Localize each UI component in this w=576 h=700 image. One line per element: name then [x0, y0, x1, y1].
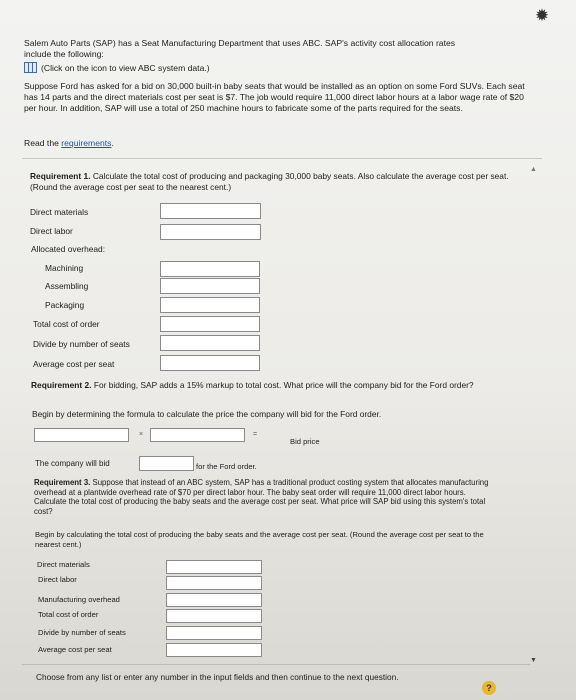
equals-sign: = [253, 431, 258, 438]
company-bid-input[interactable] [139, 456, 194, 471]
req1-input-direct-labor[interactable] [160, 224, 261, 240]
intro-line-2: include the following: [24, 49, 104, 59]
req1-label-direct-materials: Direct materials [30, 207, 89, 217]
scenario-text: Suppose Ford has asked for a bid on 30,000 built-in baby seats that would be installed as an option on some Ford SUVs. Each seat has 14 parts and the direct materials cost per seat is $7. The job would require 11,000 direct labor hours at a labor wage rate of $20 per hour. In addition, SAP will use a total of 250 machine hours to fabricate some of the parts required for the seats. [24, 81, 525, 113]
divider [22, 158, 542, 159]
intro-line-1: Salem Auto Parts (SAP) has a Seat Manufacturing Department that uses ABC. SAP's activity cost allocation rates [24, 38, 456, 48]
req1-label-divide: Divide by number of seats [33, 339, 130, 349]
req1-input-packaging[interactable] [160, 297, 260, 313]
req3-input-total[interactable] [166, 609, 262, 623]
req3-label-direct-labor: Direct labor [38, 575, 77, 584]
req3-label-mfg-overhead: Manufacturing overhead [38, 595, 120, 604]
abc-data-link[interactable] [24, 62, 210, 73]
req3-label-total: Total cost of order [38, 610, 99, 619]
req3-input-direct-materials[interactable] [166, 560, 262, 574]
req1-label-packaging: Packaging [45, 300, 85, 310]
bid-price-label: Bid price [290, 437, 320, 446]
req1-input-divide[interactable] [160, 335, 260, 351]
gear-icon[interactable]: ✹ [534, 6, 550, 25]
req3-input-divide[interactable] [166, 626, 262, 640]
req3-label-divide: Divide by number of seats [38, 628, 126, 637]
for-ford-order-label: for the Ford order. [196, 462, 257, 471]
req1-input-direct-materials[interactable] [160, 203, 261, 219]
req1-input-machining[interactable] [160, 261, 260, 277]
requirements-link[interactable]: requirements [61, 138, 112, 148]
req1-heading: Requirement 1. Calculate the total cost of producing and packaging 30,000 baby seats. Also calculate the average cost per seat. (Round the average cost per seat to the nearest cent.) [30, 171, 509, 192]
req3-input-direct-labor[interactable] [166, 576, 262, 590]
req1-label-allocated-overhead: Allocated overhead: [31, 244, 106, 254]
req1-input-total[interactable] [160, 316, 260, 332]
multiply-sign: × [139, 431, 144, 438]
req3-label-direct-materials: Direct materials [37, 560, 90, 569]
req2-instruction: Begin by determining the formula to calculate the price the company will bid for the Ford order. [32, 409, 382, 419]
req2-heading: Requirement 2. For bidding, SAP adds a 15% markup to total cost. What price will the company bid for the Ford order? [31, 380, 474, 390]
help-icon[interactable]: ? [482, 681, 496, 695]
abc-data-link-text[interactable]: (Click on the icon to view ABC system data.) [41, 62, 210, 73]
req1-input-assembling[interactable] [160, 278, 260, 294]
bid-formula-input-1[interactable] [34, 428, 129, 442]
scroll-down-arrow[interactable]: ▼ [530, 657, 537, 664]
req3-input-mfg-overhead[interactable] [166, 593, 262, 607]
req3-heading: Requirement 3. Suppose that instead of an ABC system, SAP has a traditional product costing system that allocates manufacturing overhead at a plantwide overhead rate of $70 per direct labor hour. The baby seat order will require 11,000 direct labor hours. Calculate the total cost of producing the baby seats and the average cost per seat. What price will SAP bid using this system's total cost? [34, 478, 489, 517]
req3-input-average[interactable] [166, 643, 262, 657]
req1-label-machining: Machining [45, 263, 84, 273]
req3-label-average: Average cost per seat [38, 645, 112, 654]
bid-formula-input-2[interactable] [150, 428, 245, 442]
req3-instruction: Begin by calculating the total cost of producing the baby seats and the average cost per seat. (Round the average cost per seat to the nearest cent.) [35, 530, 484, 549]
scroll-up-arrow[interactable]: ▲ [530, 166, 537, 173]
req1-label-total: Total cost of order [33, 319, 100, 329]
req1-label-direct-labor: Direct labor [30, 226, 73, 236]
company-will-bid-label: The company will bid [35, 459, 110, 468]
req1-label-average: Average cost per seat [33, 359, 115, 369]
footer-divider [22, 664, 530, 665]
req1-input-average[interactable] [160, 355, 260, 371]
table-icon[interactable] [24, 62, 37, 73]
footer-instruction: Choose from any list or enter any number in the input fields and then continue to the next question. [36, 672, 399, 682]
read-requirements: Read the requirements. [24, 138, 114, 148]
intro-text [24, 38, 529, 60]
req1-label-assembling: Assembling [45, 281, 89, 291]
